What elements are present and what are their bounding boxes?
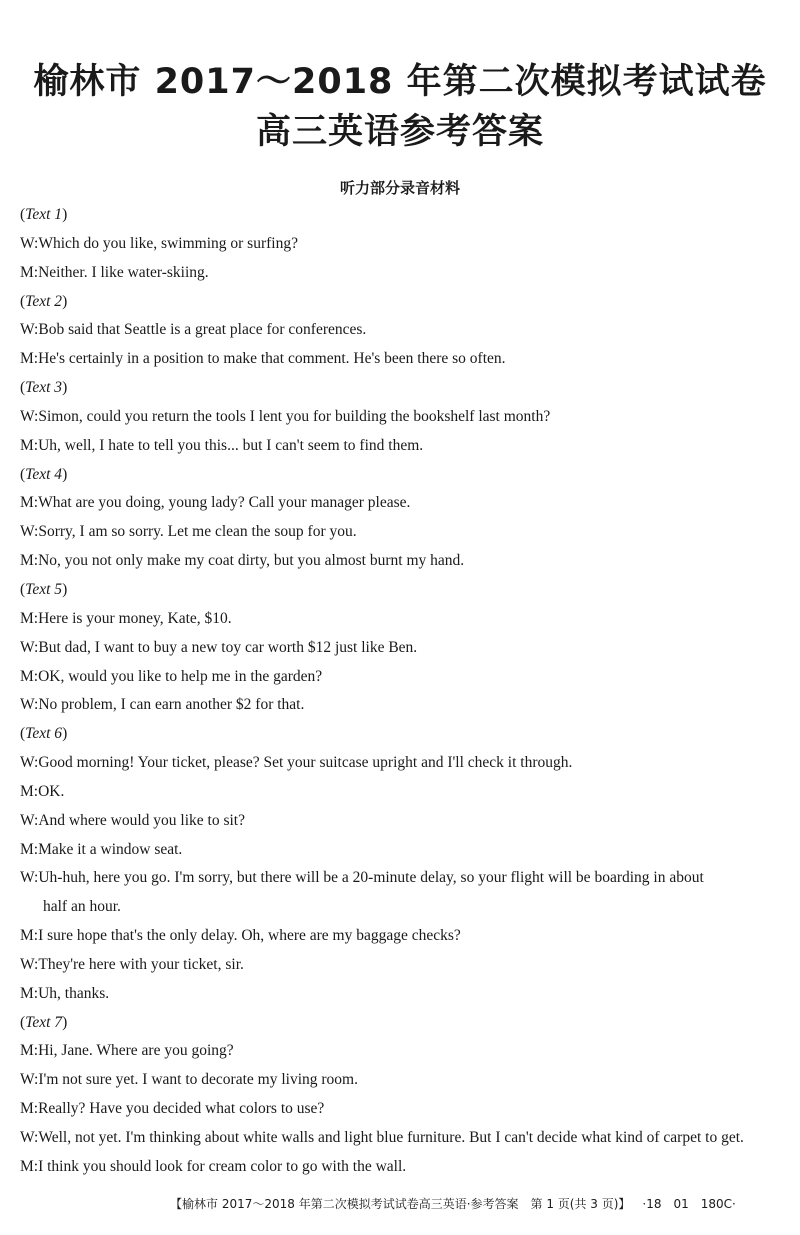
dialogue-line: W:And where would you like to sit?: [20, 811, 245, 829]
dialogue-line: M:Uh, well, I hate to tell you this... but I can't seem to find them.: [20, 436, 424, 454]
label-close-paren: ): [62, 206, 68, 223]
dialogue-line: W:Well, not yet. I'm thinking about white walls and light blue furniture. But I can't decide what kind of carpet to get.: [20, 1129, 744, 1146]
dialogue-line: M:He's certainly in a position to make that comment. He's been there so often.: [20, 350, 506, 368]
label-text: Text 7: [25, 1013, 63, 1031]
text-section-label: [20, 461, 784, 490]
label-open-paren: (: [20, 379, 26, 397]
text-section-label: [20, 374, 784, 403]
document-subtitle: 高三英语参考答案: [255, 112, 544, 152]
dialogue-line: W:Good morning! Your ticket, please? Set your suitcase upright and I'll check it through.: [20, 754, 573, 772]
dialogue-line: W:Uh-huh, here you go. I'm sorry, but there will be a 20-minute delay, so your flight will be boarding in about: [20, 869, 704, 887]
text-section-label: [20, 576, 784, 605]
label-open-paren: (: [20, 580, 26, 598]
section-title: 听力部分录音材料: [339, 179, 460, 197]
label-text: Text 6: [25, 725, 63, 743]
text-section-label: [20, 1009, 784, 1038]
dialogue-line: M:I sure hope that's the only delay. Oh, where are my baggage checks?: [20, 927, 461, 945]
footer-code: ·18 01 180C·: [642, 1197, 736, 1211]
label-close-paren: ): [62, 1013, 68, 1031]
dialogue-line: M:Uh, thanks.: [20, 984, 110, 1002]
dialogue-line: M:Make it a window seat.: [20, 840, 183, 858]
label-text: Text 4: [25, 465, 63, 483]
label-open-paren: (: [20, 725, 26, 743]
dialogue-line: M:What are you doing, young lady? Call your manager please.: [20, 494, 411, 512]
dialogue-line: M:Hi, Jane. Where are you going?: [20, 1042, 234, 1060]
dialogue-line: W:I'm not sure yet. I want to decorate my living room.: [20, 1071, 358, 1089]
label-open-paren: (: [20, 292, 26, 310]
text-section-label: [20, 288, 784, 317]
label-open-paren: (: [20, 1013, 26, 1031]
label-text: Text 1: [25, 206, 63, 223]
transcript-body: [20, 201, 784, 1182]
page-footer: [170, 1195, 790, 1212]
label-close-paren: ): [62, 465, 68, 483]
label-open-paren: (: [20, 465, 26, 483]
dialogue-line: M:Here is your money, Kate, $10.: [20, 609, 232, 627]
dialogue-line: W:Sorry, I am so sorry. Let me clean the soup for you.: [20, 523, 357, 541]
dialogue-line: W:No problem, I can earn another $2 for that.: [20, 696, 305, 714]
footer-text: 【榆林市 2017～2018 年第二次模拟考试试卷高三英语·参考答案 第 1 页(共 3 页)】: [170, 1197, 625, 1211]
dialogue-line: M:Really? Have you decided what colors to use?: [20, 1100, 325, 1118]
label-text: Text 3: [25, 379, 63, 397]
dialogue-line-continuation: half an hour.: [43, 898, 121, 916]
dialogue-line: M:OK.: [20, 782, 65, 800]
dialogue-line: W:Which do you like, swimming or surfing?: [20, 234, 298, 252]
text-section-label: [20, 201, 784, 230]
label-text: Text 5: [25, 580, 63, 598]
text-section-label: [20, 720, 784, 749]
document-title: 榆林市 2017～2018 年第二次模拟考试试卷: [33, 62, 767, 102]
dialogue-line: W:But dad, I want to buy a new toy car worth $12 just like Ben.: [20, 638, 418, 656]
dialogue-line: W:They're here with your ticket, sir.: [20, 955, 244, 973]
label-close-paren: ): [62, 379, 68, 397]
dialogue-line: M:OK, would you like to help me in the garden?: [20, 667, 323, 685]
label-close-paren: ): [62, 292, 68, 310]
dialogue-line: W:Bob said that Seattle is a great place for conferences.: [20, 321, 367, 339]
label-close-paren: ): [62, 580, 68, 598]
dialogue-line: M:No, you not only make my coat dirty, but you almost burnt my hand.: [20, 552, 465, 570]
label-open-paren: (: [20, 206, 26, 223]
dialogue-line: W:Simon, could you return the tools I lent you for building the bookshelf last month?: [20, 407, 551, 425]
label-text: Text 2: [25, 292, 63, 310]
dialogue-line: M:Neither. I like water-skiing.: [20, 263, 209, 281]
label-close-paren: ): [62, 725, 68, 743]
dialogue-line: M:I think you should look for cream color to go with the wall.: [20, 1157, 407, 1175]
